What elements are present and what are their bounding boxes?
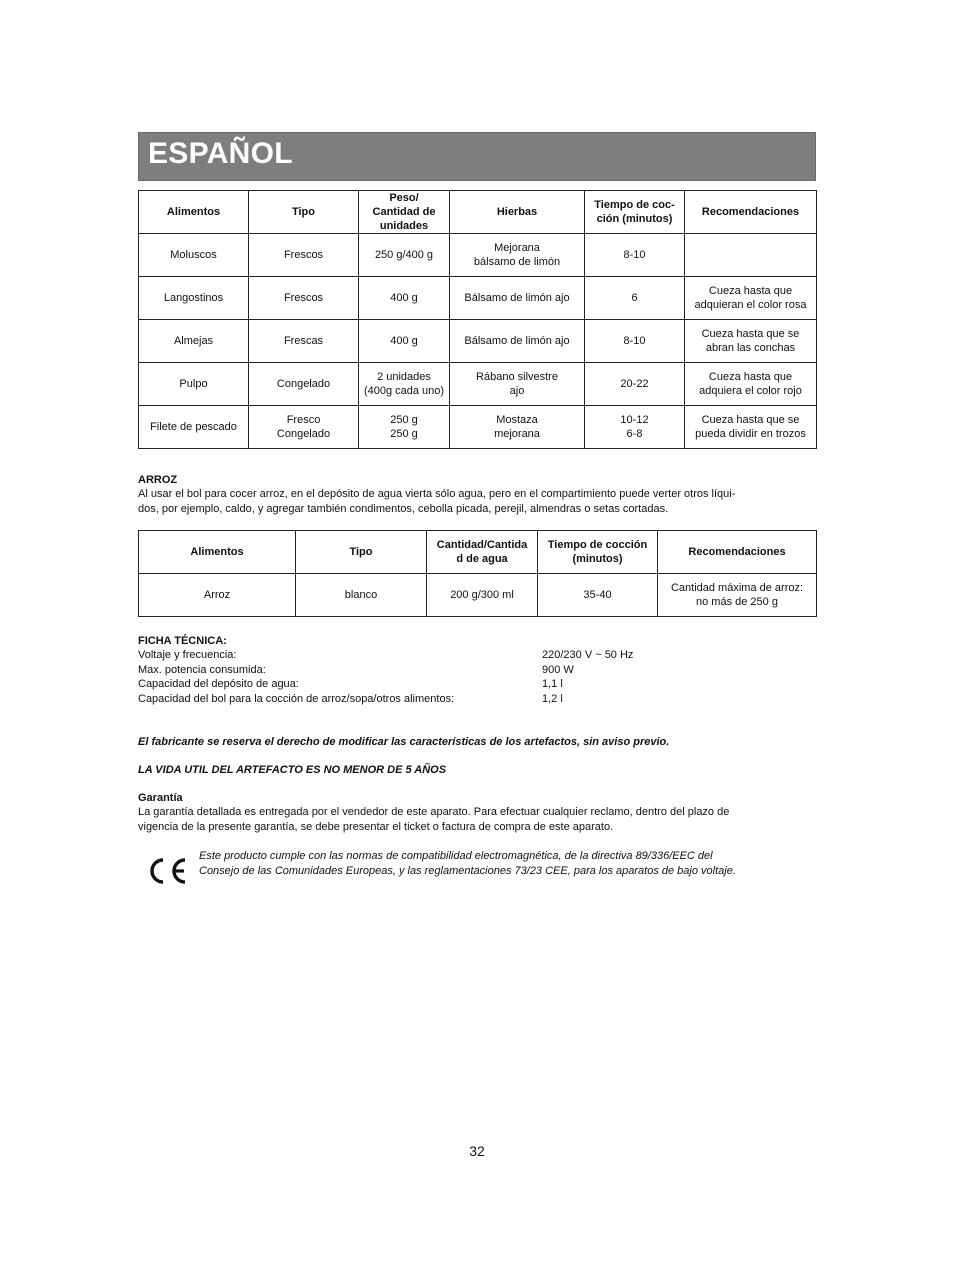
table-cell: Almejas (139, 320, 249, 363)
spec-row (138, 663, 816, 678)
seafood-cooking-table (138, 190, 817, 449)
table-cell: Moluscos (139, 234, 249, 277)
table-cell: Frescos (249, 234, 359, 277)
spec-value: 220/230 V ~ 50 Hz (542, 649, 634, 661)
ce-compliance-block (138, 849, 816, 889)
ce-text-line-1: Este producto cumple con las normas de compatibilidad electromagnética, de la directiva 89/336/EEC del (199, 850, 713, 862)
spec-row (138, 692, 816, 707)
table-cell: 200 g/300 ml (427, 574, 538, 617)
spec-label: Voltaje y frecuencia: (138, 649, 237, 661)
table-cell: Cueza hasta que se pueda dividir en trozos (685, 406, 817, 449)
rice-table-body (139, 531, 817, 617)
table-cell: Langostinos (139, 277, 249, 320)
spec-value: 1,1 l (542, 678, 563, 690)
spec-label: Capacidad del bol para la cocción de arroz/sopa/otros alimentos: (138, 692, 455, 705)
table-cell: Fresco Congelado (249, 406, 359, 449)
table-cell: 250 g/400 g (359, 234, 450, 277)
table-cell: 20-22 (585, 363, 685, 406)
rice-table-header-row (139, 531, 817, 574)
table-row (139, 363, 817, 406)
table-cell: 400 g (359, 320, 450, 363)
seafood-table-header-cell: Hierbas (450, 191, 585, 234)
rice-instructions-line-1: Al usar el bol para cocer arroz, en el depósito de agua vierta sólo agua, pero en el compartimiento puede verter otros líqui- (138, 488, 736, 500)
table-row (139, 406, 817, 449)
spec-row (138, 677, 816, 692)
ce-mark-icon (146, 857, 188, 885)
table-cell: 6 (585, 277, 685, 320)
seafood-table-header-cell: Peso/ Cantidad de unidades (359, 191, 450, 234)
table-cell: 250 g 250 g (359, 406, 450, 449)
spec-row (138, 648, 816, 663)
ce-text-line-2: Consejo de las Comunidades Europeas, y las reglamentaciones 73/23 CEE, para los aparatos de bajo voltaje. (199, 865, 736, 877)
table-cell: 2 unidades (400g cada uno) (359, 363, 450, 406)
spec-label: Max. potencia consumida: (138, 663, 266, 676)
seafood-table-header-row (139, 191, 817, 234)
rice-table-header-cell: Tiempo de cocción (minutos) (538, 531, 658, 574)
table-cell: 35-40 (538, 574, 658, 617)
table-cell: Cueza hasta que se abran las conchas (685, 320, 817, 363)
language-title: ESPAÑOL (148, 137, 293, 170)
table-cell: Filete de pescado (139, 406, 249, 449)
page-number: 32 (469, 1143, 485, 1159)
table-row (139, 320, 817, 363)
table-cell: Arroz (139, 574, 296, 617)
specs-list (138, 648, 816, 706)
table-cell: Frescas (249, 320, 359, 363)
spec-value: 1,2 l (542, 692, 563, 705)
seafood-table-header-cell: Tiempo de coc- ción (minutos) (585, 191, 685, 234)
rice-section-title: ARROZ (138, 474, 178, 486)
seafood-table-header-cell: Tipo (249, 191, 359, 234)
rice-table-header-cell: Cantidad/Cantida d de agua (427, 531, 538, 574)
table-cell: Pulpo (139, 363, 249, 406)
table-cell: Rábano silvestre ajo (450, 363, 585, 406)
table-cell: Bálsamo de limón ajo (450, 320, 585, 363)
language-header (138, 132, 816, 181)
table-cell: Cueza hasta que adquiera el color rojo (685, 363, 817, 406)
rice-table-header-cell: Alimentos (139, 531, 296, 574)
seafood-table-header-cell: Recomendaciones (685, 191, 817, 234)
seafood-table-header-cell: Alimentos (139, 191, 249, 234)
table-cell: Mejorana bálsamo de limón (450, 234, 585, 277)
seafood-table-body (139, 191, 817, 449)
warranty-text-line-2: vigencia de la presente garantía, se debe presentar el ticket o factura de compra de este aparato. (138, 821, 614, 833)
table-cell: Cueza hasta que adquieran el color rosa (685, 277, 817, 320)
ce-compliance-text (199, 849, 819, 879)
warranty-text-line-1: La garantía detallada es entregada por el vendedor de este aparato. Para efectuar cualquier reclamo, dentro del plazo de (138, 806, 730, 818)
spec-value: 900 W (542, 663, 574, 676)
table-cell: Mostaza mejorana (450, 406, 585, 449)
rice-cooking-table (138, 530, 817, 617)
lifetime-notice: LA VIDA UTIL DEL ARTEFACTO ES NO MENOR DE 5 AÑOS (138, 764, 447, 776)
rice-instructions-line-2: dos, por ejemplo, caldo, y agregar también condimentos, cebolla picada, perejil, almendras o setas cortadas. (138, 503, 669, 515)
table-row (139, 277, 817, 320)
table-cell (685, 234, 817, 277)
page-content (138, 132, 816, 889)
table-cell: Congelado (249, 363, 359, 406)
table-cell: 8-10 (585, 320, 685, 363)
rice-table-header-cell: Tipo (296, 531, 427, 574)
table-cell: Frescos (249, 277, 359, 320)
table-cell: 400 g (359, 277, 450, 320)
table-row (139, 234, 817, 277)
table-row (139, 574, 817, 617)
warranty-title: Garantía (138, 792, 183, 804)
table-cell: Bálsamo de limón ajo (450, 277, 585, 320)
table-cell: 10-12 6-8 (585, 406, 685, 449)
spec-label: Capacidad del depósito de agua: (138, 678, 299, 690)
table-cell: blanco (296, 574, 427, 617)
specs-title: FICHA TÉCNICA: (138, 635, 227, 647)
table-cell: 8-10 (585, 234, 685, 277)
rice-table-header-cell: Recomendaciones (658, 531, 817, 574)
manufacturer-notice: El fabricante se reserva el derecho de modificar las características de los artefactos, sin aviso previo. (138, 736, 670, 748)
table-cell: Cantidad máxima de arroz: no más de 250 g (658, 574, 817, 617)
